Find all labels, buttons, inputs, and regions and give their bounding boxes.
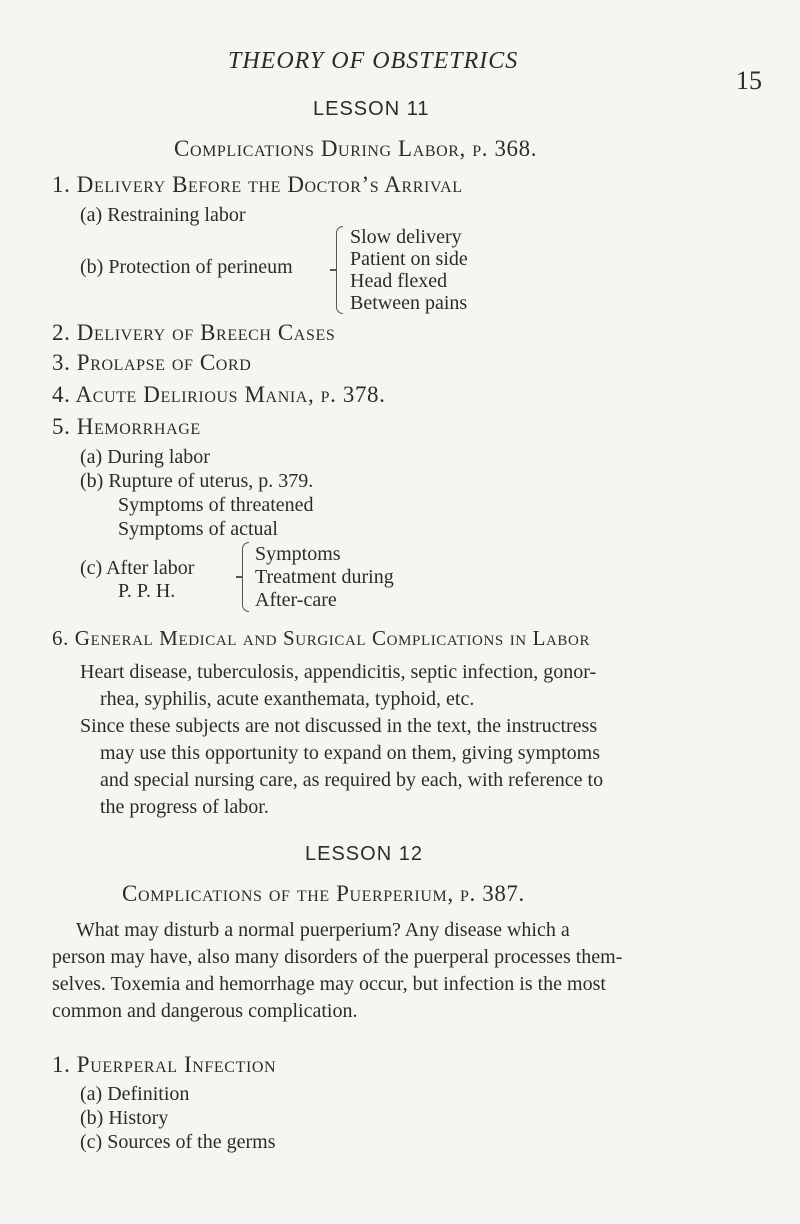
- item-6-title: 6. General Medical and Surgical Complications in Labor: [52, 626, 591, 650]
- lesson-12-item-1-title: 1. Puerperal Infection: [52, 1052, 277, 1077]
- text-line: What may disturb a normal puerperium? Any disease which a: [76, 919, 570, 941]
- item-5c: (c) After labor: [80, 557, 195, 579]
- item-6-para-1: [80, 659, 596, 713]
- item-4: 4. Acute Delirious Mania, p. 378.: [52, 382, 386, 407]
- text-line: person may have, also many disorders of the puerperal processes them-: [52, 946, 623, 968]
- after-labor-point: Treatment during: [255, 566, 394, 588]
- item-1b: (b) Protection of perineum: [80, 256, 293, 278]
- running-title: THEORY OF OBSTETRICS: [228, 48, 519, 74]
- text-line: may use this opportunity to expand on them, giving symptoms: [100, 742, 600, 764]
- item-5c-pph: P. P. H.: [118, 580, 176, 602]
- after-labor-point: After-care: [255, 589, 337, 611]
- brace-after-labor: [242, 542, 249, 612]
- item-2: 2. Delivery of Breech Cases: [52, 320, 336, 345]
- text-line: selves. Toxemia and hemorrhage may occur, but infection is the most: [52, 973, 606, 995]
- item-1-title: 1. Delivery Before the Doctor’s Arrival: [52, 172, 463, 197]
- perineum-point: Between pains: [350, 292, 468, 314]
- item-5b-line: Symptoms of actual: [118, 518, 278, 540]
- perineum-point: Slow delivery: [350, 226, 462, 248]
- item-5b: (b) Rupture of uterus, p. 379.: [80, 470, 314, 492]
- lesson-12-intro: [52, 917, 622, 1025]
- text-line: the progress of labor.: [100, 796, 269, 818]
- item-3: 3. Prolapse of Cord: [52, 350, 252, 375]
- perineum-point: Head flexed: [350, 270, 448, 292]
- perineum-point: Patient on side: [350, 248, 468, 270]
- brace-perineum: [336, 226, 343, 314]
- text-line: Heart disease, tuberculosis, appendicitis, septic infection, gonor-: [80, 661, 597, 683]
- item-5-title: 5. Hemorrhage: [52, 414, 201, 439]
- item-5a: (a) During labor: [80, 446, 210, 468]
- text-line: common and dangerous complication.: [52, 1000, 358, 1022]
- after-labor-point: Symptoms: [255, 543, 341, 565]
- page-number: 15: [736, 66, 762, 95]
- text-line: rhea, syphilis, acute exanthemata, typhoid, etc.: [100, 688, 475, 710]
- lesson-11-heading: LESSON 11: [313, 98, 430, 120]
- text-line: and special nursing care, as required by each, with reference to: [100, 769, 604, 791]
- item-1a: (a) Restraining labor: [80, 204, 246, 226]
- lesson-12-item-1a: (a) Definition: [80, 1083, 190, 1105]
- lesson-11-subheading: Complications During Labor, p. 368.: [174, 136, 538, 161]
- brace-tip: [236, 576, 243, 578]
- item-6-para-2: [80, 713, 603, 821]
- lesson-12-subheading: Complications of the Puerperium, p. 387.: [122, 881, 525, 906]
- brace-tip: [330, 269, 337, 271]
- lesson-12-heading: LESSON 12: [305, 843, 423, 865]
- item-5b-line: Symptoms of threatened: [118, 494, 314, 516]
- lesson-12-item-1c: (c) Sources of the germs: [80, 1131, 276, 1153]
- text-line: Since these subjects are not discussed in the text, the instructress: [80, 715, 598, 737]
- lesson-12-item-1b: (b) History: [80, 1107, 169, 1129]
